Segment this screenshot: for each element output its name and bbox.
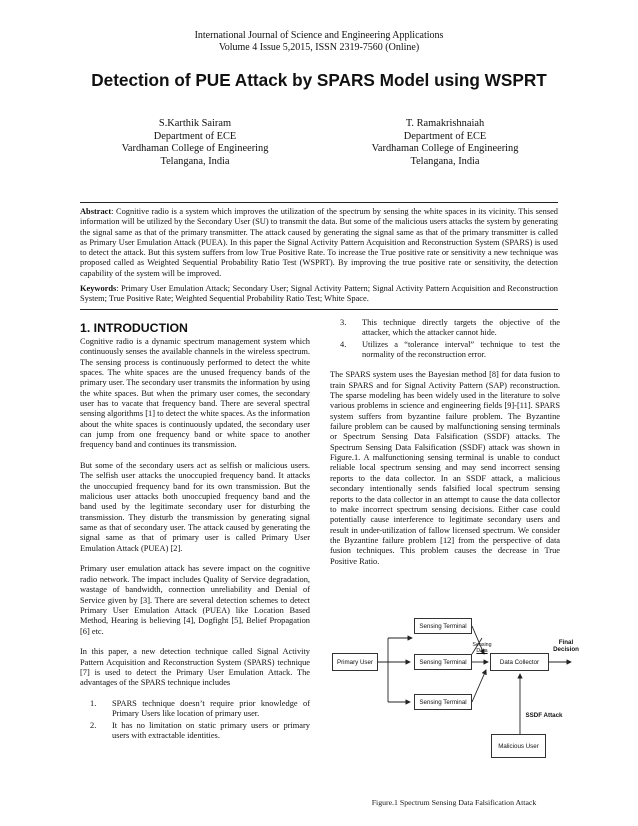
author-place: Telangana, India [160,155,230,167]
list-item [330,340,560,361]
sensing-terminal-box: Sensing Terminal [414,694,472,710]
paper-title: Detection of PUE Attack by SPARS Model using WSPRT [91,70,547,90]
arrow-line [472,670,486,702]
keywords-label: Keywords [80,284,117,293]
abstract-text: : Cognitive radio is a system which improves the utilization of the spectrum by sensing the white spaces in its vicinity. This sensed information will be utilized by the Secondary User (SU) to transmit the data. But some of the malicious users attacks the system by generating the signal same as that of the primary transmitter. The attack caused by generating the signal same as that of the primary transmitter is called as Primary User Emulation Attack (PUEA). In this paper the Signal Activity Pattern Acquisition and Reconstruction System (SPARS) is used to detect the attack. But this system suffers from low True Positive Rate. To increase the True positive rate or sensitivity a new technique was proposed called as Weighted Sequential Probability Ratio Test (WSPRT). By improving the true positive rate or sensitivity, the detection capability of the system will be improved. [80,207,558,278]
abstract-label: Abstract [80,207,112,216]
malicious-user-box: Malicious User [491,734,546,758]
author-college: Vardhaman College of Engineering [371,143,519,155]
list-item [80,721,310,742]
left-column [80,321,310,742]
paragraph: The SPARS system uses the Bayesian method [8] for data fusion to train SPARS and for Signal Activity Pattern (SAP) reconstruction. The sparse modeling has been widely used in the literature to solve various problems in science and engineering fields [9]-[11]. SPARS system suffers from byzantine failure problem. The Byzantine failure problem can be caused by malfunctioning sensing terminals or Spectrum Sensing Data Falsification (SSDF) attacks. The Spectrum Sensing Data Falsification (SSDF) attack was shown in Figure.1. A malfunctioning sensing terminal is unable to conduct reliable local spectrum sensing and may send incorrect sensing reports to the data collector. In an SSDF attack, a malicious secondary intentionally sends falsified local spectrum sensing reports to the data collector in an attempt to cause the data collector to make incorrect spectrum sensing decisions. Either case could potentially cause interference to legitimate secondary users and result in under-utilization of fallow licensed spectrum. We consider the Byzantine failure problem [12] from the perspective of data fusion techniques. This problem causes the decrease in True Positive Ratio. [330,370,560,566]
ssdf-figure [330,606,578,778]
author-name: S.Karthik Sairam [158,118,232,129]
final-label: Final [558,639,574,646]
advantages-list-continued [330,318,560,360]
decision-label: Decision [553,646,579,653]
advantages-list [80,699,310,741]
author-1 [80,118,310,168]
right-column [330,318,560,577]
list-number: 1. [90,698,97,708]
list-item [80,699,310,720]
abstract [80,207,558,279]
list-text: Utilizes a “tolerance interval” technique to test the normality of the reconstruction error. [362,339,560,360]
author-college: Vardhaman College of Engineering [121,143,269,155]
author-name: T. Ramakrishnaiah [405,118,485,129]
ssdf-attack-label: SSDF Attack [525,712,563,719]
sensing-data-label [470,643,494,655]
primary-user-box: Primary User [332,653,378,671]
list-number: 2. [90,720,97,730]
paragraph: Primary user emulation attack has severe impact on the cognitive radio network. The impact includes Quality of Service degradation, wastage of bandwidth, connection unreliability and Denial of Service given by [3]. There are several detection schemes to detect Primary User Emulation Attack (PUEA) like Location Based Method, Hearing is believing [4], Dogfight [5], Belief Propagation [6] etc. [80,564,310,636]
author-dept: Department of ECE [403,130,487,142]
list-text: SPARS technique doesn’t require prior knowledge of Primary Users like location of primary user. [112,698,310,719]
journal-name: International Journal of Science and Engineering Applications [194,30,444,41]
journal-volume: Volume 4 Issue 5,2015, ISSN 2319-7560 (Online) [218,42,420,53]
list-text: This technique directly targets the objective of the attacker, which the attacker cannot hide. [362,318,560,338]
list-text: It has no limitation on static primary users or primary users with extractable identities. [112,720,310,740]
bottom-rule [80,309,558,310]
data-collector-box: Data Collector [490,653,549,671]
sensing-terminal-box: Sensing Terminal [414,654,472,670]
top-rule [80,202,558,203]
list-number: 4. [340,339,347,349]
final-decision-label [552,639,580,653]
author-dept: Department of ECE [153,130,237,142]
paragraph: But some of the secondary users act as selfish or malicious users. The selfish user attacks the unoccupied frequency band. It attacks the unoccupied frequency band for its own transmission. But the malicious user attacks both unoccupied frequency band and the band used by the legitimate secondary user for disturbing the transmission. They disturb the transmission by generating signal same as that of secondary user. The attack caused by generating the signal same as that of primary user is called Primary User Emulation Attack (PUEA) [2]. [80,461,310,553]
keywords-text: : Primary User Emulation Attack; Secondary User; Signal Activity Pattern; Signal Activity Pattern Acquisition and Reconstruction System; True Positive Rate; Weighted Sequential Probability Ratio Test; White Space. [80,284,558,304]
figure-caption: Figure.1 Spectrum Sensing Data Falsification Attack [371,798,537,807]
list-item [330,318,560,339]
author-2 [330,118,560,168]
section-heading: 1. INTRODUCTION [80,321,188,335]
paragraph: In this paper, a new detection technique called Signal Activity Pattern Acquisition and Reconstruction System (SPARS) technique [7] is used to detect the Primary User Emulation Attack. The advantages of the SPARS technique includes [80,647,310,688]
journal-header [0,30,638,54]
data-label: Data [476,647,488,654]
sensing-label: Sensing [472,642,492,648]
keywords [80,284,558,305]
list-number: 3. [340,318,347,327]
sensing-terminal-box: Sensing Terminal [414,618,472,634]
paragraph: Cognitive radio is a dynamic spectrum management system which continuously senses the available channels in the wireless spectrum. The sensing process is continuously performed to detect the white spaces. The white spaces are the unused frequency bands of the primary user. The secondary user transmits the information by using the white spaces. But when the primary user comes, the secondary user has to vacate that frequency band. There are several spectral sensing algorithms [1] to detect the white spaces. As the information about the white spaces is continuously updated, the secondary user can jump from one frequency band or white space to another frequency band and continues its transmission. [80,337,310,450]
author-place: Telangana, India [410,155,480,167]
